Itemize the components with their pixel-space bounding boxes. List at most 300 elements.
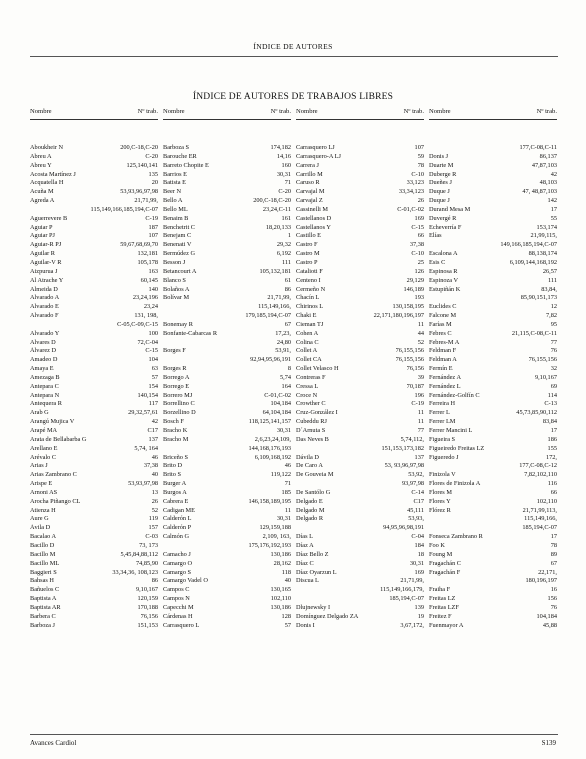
author-name: Arocha Piñango CL bbox=[30, 497, 81, 505]
index-entry bbox=[296, 294, 424, 303]
paper-numbers: 184 bbox=[414, 541, 424, 549]
paper-numbers: 129,159,188 bbox=[259, 524, 291, 532]
author-name: Flórez R bbox=[429, 506, 451, 514]
author-name: Cressa L bbox=[296, 382, 319, 390]
author-name: Atienza H bbox=[30, 506, 56, 514]
paper-numbers: C-15 bbox=[411, 223, 424, 231]
index-entry bbox=[30, 507, 158, 516]
author-name: Delgado R bbox=[296, 515, 324, 523]
paper-numbers: 163 bbox=[148, 267, 158, 275]
index-entry bbox=[163, 153, 291, 162]
author-name: Arab G bbox=[30, 409, 49, 417]
paper-numbers: 175,176,192,193 bbox=[248, 541, 291, 549]
column-header-rule bbox=[30, 119, 158, 120]
author-name: Crowther C bbox=[296, 400, 326, 408]
author-name: Fernández-Golfín C bbox=[429, 391, 480, 399]
paper-numbers: 170,188 bbox=[137, 603, 158, 611]
paper-numbers: 172, bbox=[545, 453, 557, 461]
index-entry bbox=[163, 392, 291, 401]
paper-numbers: 57 bbox=[284, 621, 291, 629]
index-entry bbox=[429, 604, 557, 613]
paper-numbers: 21,99,115, bbox=[530, 232, 557, 240]
index-entry bbox=[163, 330, 291, 339]
author-name: Bacillo M bbox=[30, 550, 56, 558]
paper-numbers: 21,71,99, bbox=[134, 197, 158, 205]
author-name: Freitas LZ bbox=[429, 595, 456, 603]
author-name: Cassinelli M bbox=[296, 205, 329, 213]
author-name: D´Arnuta S bbox=[296, 427, 326, 434]
author-name: Bracho M bbox=[163, 435, 189, 443]
paper-numbers: 86 bbox=[284, 285, 291, 293]
index-entry bbox=[30, 215, 158, 224]
index-entry bbox=[429, 577, 557, 586]
index-entry bbox=[30, 542, 158, 551]
paper-numbers: 57 bbox=[151, 373, 158, 381]
paper-numbers: 19 bbox=[417, 612, 424, 620]
index-entry bbox=[30, 374, 158, 383]
paper-numbers: 77 bbox=[550, 338, 557, 346]
index-entry bbox=[163, 622, 291, 631]
paper-numbers: 151,153,173,182 bbox=[381, 444, 424, 452]
index-entry bbox=[429, 250, 557, 259]
paper-numbers: 42 bbox=[151, 418, 158, 426]
author-name: Bolívar M bbox=[163, 294, 190, 302]
paper-numbers: 17 bbox=[550, 533, 557, 541]
index-entry bbox=[163, 551, 291, 560]
column-header bbox=[30, 108, 158, 118]
paper-numbers: 6,109,144,168,192 bbox=[509, 258, 557, 266]
author-name: Castillo E bbox=[296, 232, 322, 240]
author-name: De Santólo G bbox=[296, 488, 331, 496]
paper-numbers: 45,73,85,90,112 bbox=[516, 409, 557, 417]
author-name: Acquatella H bbox=[30, 179, 64, 187]
author-name: Esis C bbox=[429, 258, 446, 266]
page-number: S139 bbox=[541, 739, 556, 747]
paper-numbers: 13 bbox=[151, 488, 158, 496]
paper-numbers: 118 bbox=[281, 568, 291, 576]
author-name: Arellano E bbox=[30, 444, 58, 452]
index-entry bbox=[296, 569, 424, 578]
index-entry bbox=[30, 454, 158, 463]
paper-numbers: 153,174 bbox=[536, 223, 557, 231]
author-name: Castro P bbox=[296, 258, 318, 266]
index-entry bbox=[429, 153, 557, 162]
index-entry bbox=[296, 215, 424, 224]
author-name: Aizpurua J bbox=[30, 267, 58, 275]
author-name: Fermín E bbox=[429, 365, 453, 373]
index-entry bbox=[163, 250, 291, 259]
index-entry bbox=[429, 162, 557, 171]
author-name: Duberge R bbox=[429, 170, 457, 178]
paper-numbers: 44 bbox=[417, 329, 424, 337]
paper-numbers: 149,166,185,194,C-07 bbox=[500, 241, 557, 249]
author-name: Borzellino D bbox=[163, 409, 196, 417]
author-name: Cárdenas H bbox=[163, 612, 193, 620]
index-entry bbox=[429, 383, 557, 392]
author-name: Bacalao A bbox=[30, 533, 57, 541]
author-name: Febres C bbox=[429, 329, 452, 337]
index-entry bbox=[296, 462, 424, 471]
author-name: Dlujnewsky I bbox=[296, 603, 331, 611]
paper-numbers: 22,171,180,196,197 bbox=[373, 312, 424, 320]
paper-numbers: 30,31 bbox=[276, 427, 291, 434]
author-name: Al Atrache Y bbox=[30, 276, 64, 284]
author-name: Colina C bbox=[296, 338, 319, 346]
paper-numbers: C-20 bbox=[278, 188, 291, 196]
paper-numbers: 115,149,166, bbox=[258, 303, 291, 311]
index-entry bbox=[30, 595, 158, 604]
author-name: Cabrera E bbox=[163, 497, 189, 505]
index-entry bbox=[163, 436, 291, 445]
index-entry bbox=[163, 321, 291, 330]
paper-numbers: 118,125,141,157 bbox=[248, 418, 291, 426]
author-name: Calderón L bbox=[163, 515, 192, 523]
paper-numbers: 89 bbox=[550, 550, 557, 558]
paper-numbers: 140,154 bbox=[137, 391, 158, 399]
paper-numbers: 180,196,197 bbox=[525, 577, 557, 585]
index-entry bbox=[163, 560, 291, 569]
index-entry bbox=[163, 383, 291, 392]
paper-numbers: 52 bbox=[417, 338, 424, 346]
paper-numbers: 126 bbox=[414, 267, 424, 275]
column-header bbox=[296, 108, 424, 118]
index-entry bbox=[30, 462, 158, 471]
paper-numbers: 23,24,C-11 bbox=[262, 205, 291, 213]
paper-numbers: 177,C-08,C-12 bbox=[519, 462, 557, 470]
paper-numbers: C-20 bbox=[145, 152, 158, 160]
index-entry bbox=[296, 171, 424, 180]
index-entry bbox=[429, 224, 557, 233]
paper-numbers: 55 bbox=[550, 214, 557, 222]
index-entry bbox=[30, 197, 158, 206]
author-name: Besson J bbox=[163, 258, 186, 266]
paper-numbers: 2,109, 163, bbox=[262, 533, 291, 541]
index-entry bbox=[429, 241, 557, 250]
index-entry bbox=[163, 524, 291, 533]
author-name: Carvajal Z bbox=[296, 197, 323, 205]
paper-numbers: 67 bbox=[550, 559, 557, 567]
index-entry bbox=[163, 171, 291, 180]
index-entry bbox=[163, 507, 291, 516]
paper-numbers: C-10 bbox=[411, 170, 424, 178]
index-entry bbox=[30, 206, 158, 215]
author-name: Bahsas H bbox=[30, 577, 54, 585]
author-name: Camargo O bbox=[163, 559, 193, 567]
index-entry bbox=[429, 215, 557, 224]
paper-numbers: 11 bbox=[284, 506, 291, 514]
author-name: Beer N bbox=[163, 188, 182, 196]
author-name: Ferrer L bbox=[429, 409, 450, 417]
paper-numbers: 130,158,195 bbox=[392, 303, 424, 311]
index-column-4 bbox=[429, 108, 557, 630]
index-entry bbox=[296, 560, 424, 569]
author-name: Barrios E bbox=[163, 170, 187, 178]
author-name: Alvarado Y bbox=[30, 329, 60, 337]
author-name: Escalona A bbox=[429, 250, 458, 258]
author-name: Días L bbox=[296, 533, 313, 541]
paper-numbers: C-01,C-02 bbox=[397, 205, 424, 213]
index-entry bbox=[296, 224, 424, 233]
paper-numbers: 88,138,174 bbox=[528, 250, 557, 258]
paper-numbers: 53,91, bbox=[275, 347, 291, 355]
paper-numbers: 29,129 bbox=[406, 276, 424, 284]
author-name: Durand Mesa M bbox=[429, 205, 471, 213]
author-name: Cubeddu RJ bbox=[296, 418, 327, 426]
index-entry bbox=[296, 206, 424, 215]
author-name: Álvarez D bbox=[30, 347, 57, 355]
paper-numbers: C17 bbox=[413, 497, 424, 505]
paper-numbers: 128 bbox=[281, 612, 291, 620]
paper-numbers: 32 bbox=[550, 365, 557, 373]
index-entry bbox=[429, 515, 557, 524]
paper-numbers: 177,C-08,C-11 bbox=[519, 144, 557, 151]
author-name: Borrego A bbox=[163, 373, 190, 381]
paper-numbers: 155 bbox=[547, 444, 557, 452]
author-name: Feldman F bbox=[429, 347, 457, 355]
paper-numbers: 8 bbox=[287, 365, 291, 373]
paper-numbers: C-01,C-02 bbox=[264, 391, 291, 399]
index-entry bbox=[163, 286, 291, 295]
author-name: Castro M bbox=[296, 250, 320, 258]
index-entry bbox=[296, 551, 424, 560]
paper-numbers: 137 bbox=[148, 435, 158, 443]
paper-numbers: 22,171, bbox=[538, 568, 557, 576]
author-name: Carvajal M bbox=[296, 188, 325, 196]
paper-numbers: 21,115,C-08,C-11 bbox=[511, 329, 557, 337]
index-entry bbox=[163, 480, 291, 489]
author-name: Cermeño N bbox=[296, 285, 326, 293]
author-name: Ferrer Mancini L bbox=[429, 427, 473, 434]
author-name: Carrasquero LJ bbox=[296, 144, 335, 151]
paper-numbers: 107 bbox=[414, 144, 424, 151]
index-entry bbox=[30, 153, 158, 162]
author-name: Alvarado F bbox=[30, 312, 59, 320]
index-entry bbox=[30, 604, 158, 613]
author-name: Benaim B bbox=[163, 214, 189, 222]
paper-numbers: 1 bbox=[287, 232, 291, 240]
paper-numbers: C-10 bbox=[411, 250, 424, 258]
index-entry bbox=[296, 454, 424, 463]
author-name: Fernández A bbox=[429, 373, 461, 381]
index-entry bbox=[429, 498, 557, 507]
paper-numbers: 18,20,133 bbox=[265, 223, 291, 231]
index-entry bbox=[296, 498, 424, 507]
author-name: Arata de Bellabarba G bbox=[30, 435, 87, 443]
paper-numbers: 200,C-18,C-20 bbox=[253, 197, 291, 205]
index-entry bbox=[163, 586, 291, 595]
index-entry bbox=[30, 577, 158, 586]
author-name: Espinosa R bbox=[429, 267, 458, 275]
author-name: Arias Zambrano C bbox=[30, 471, 77, 479]
author-name: Arapé MA bbox=[30, 427, 58, 434]
index-entry bbox=[163, 303, 291, 312]
author-name: Burgos A bbox=[163, 488, 187, 496]
author-name: Cohen A bbox=[296, 329, 319, 337]
author-name: Bolaños A bbox=[163, 285, 190, 293]
paper-numbers: C-05,C-09,C-15 bbox=[117, 320, 158, 328]
column-header-name: Nombre bbox=[30, 108, 52, 115]
paper-numbers: 26 bbox=[417, 197, 424, 205]
paper-numbers: 70,187 bbox=[406, 382, 424, 390]
paper-numbers: C17 bbox=[147, 427, 158, 434]
author-name: Donis J bbox=[429, 152, 449, 160]
paper-numbers: C-19 bbox=[145, 214, 158, 222]
paper-numbers: 33,123 bbox=[406, 179, 424, 187]
index-entry bbox=[296, 339, 424, 348]
index-entry bbox=[429, 356, 557, 365]
author-name: Centeno I bbox=[296, 276, 321, 284]
index-entry bbox=[163, 471, 291, 480]
author-name: Estupiñán K bbox=[429, 285, 461, 293]
index-entry bbox=[296, 400, 424, 409]
index-entry bbox=[163, 215, 291, 224]
paper-numbers: 6,192 bbox=[276, 250, 291, 258]
author-name: Campos C bbox=[163, 586, 190, 594]
paper-numbers: 46 bbox=[284, 462, 291, 470]
index-entry bbox=[30, 347, 158, 356]
index-entry bbox=[30, 586, 158, 595]
paper-numbers: 30,31 bbox=[276, 170, 291, 178]
index-entry bbox=[296, 277, 424, 286]
author-name: Catalioti F bbox=[296, 267, 323, 275]
paper-numbers: C-15 bbox=[145, 347, 158, 355]
author-name: Flores de Finizola A bbox=[429, 480, 481, 488]
column-header-name: Nombre bbox=[163, 108, 185, 115]
index-entry bbox=[429, 480, 557, 489]
index-entry bbox=[30, 224, 158, 233]
author-name: Chirinos L bbox=[296, 303, 324, 311]
index-entry bbox=[296, 471, 424, 480]
index-entry bbox=[163, 179, 291, 188]
author-name: Chaki E bbox=[296, 312, 317, 320]
index-entry bbox=[30, 400, 158, 409]
index-entry bbox=[163, 542, 291, 551]
index-entry bbox=[163, 224, 291, 233]
author-name: Benchetrit C bbox=[163, 223, 196, 231]
paper-numbers: 11 bbox=[417, 320, 424, 328]
author-name: Amadeo D bbox=[30, 356, 58, 364]
index-entry bbox=[296, 542, 424, 551]
author-name: Dueñes J bbox=[429, 179, 452, 187]
author-name: Brito D bbox=[163, 462, 183, 470]
index-entry bbox=[30, 188, 158, 197]
index-entry bbox=[296, 445, 424, 454]
paper-numbers: 21,71,99, bbox=[267, 294, 291, 302]
author-name: Bacillo D bbox=[30, 541, 55, 549]
index-entry bbox=[296, 330, 424, 339]
author-name: Aguiar-R PJ bbox=[30, 241, 62, 249]
index-entry bbox=[30, 259, 158, 268]
paper-numbers: 131, 198, bbox=[134, 312, 158, 320]
index-entry bbox=[296, 489, 424, 498]
author-name: Benejam C bbox=[163, 232, 192, 240]
author-name: Barouche ER bbox=[163, 152, 197, 160]
journal-name: Avances Cardiol bbox=[30, 739, 77, 747]
paper-numbers: 130,186 bbox=[270, 550, 291, 558]
author-name: Fernández L bbox=[429, 382, 461, 390]
paper-numbers: 102,110 bbox=[270, 595, 291, 603]
index-entry bbox=[163, 400, 291, 409]
index-entry bbox=[163, 268, 291, 277]
author-name: Capecchi M bbox=[163, 603, 194, 611]
author-name: Arispe E bbox=[30, 480, 53, 488]
author-name: Camacho J bbox=[163, 550, 191, 558]
paper-numbers: 144,168,176,193 bbox=[248, 444, 291, 452]
paper-numbers: 117 bbox=[148, 400, 158, 408]
index-column-1 bbox=[30, 108, 158, 630]
author-name: Freitez F bbox=[429, 612, 452, 620]
index-entry bbox=[429, 595, 557, 604]
author-name: Borrellino C bbox=[163, 400, 195, 408]
index-entry bbox=[30, 294, 158, 303]
paper-numbers: 132,181 bbox=[137, 250, 158, 258]
author-name: Díaz A bbox=[296, 541, 314, 549]
paper-numbers: 186 bbox=[547, 435, 557, 443]
author-name: Collet A bbox=[296, 347, 318, 355]
paper-numbers: 30,31 bbox=[409, 559, 424, 567]
index-entry bbox=[429, 409, 557, 418]
index-entry bbox=[429, 551, 557, 560]
paper-numbers: 59 bbox=[417, 152, 424, 160]
paper-numbers: 53, 93,96,97,98 bbox=[384, 462, 424, 470]
author-name: Aguiar PJ bbox=[30, 232, 56, 240]
paper-numbers: 95 bbox=[550, 320, 557, 328]
footer-rule bbox=[30, 734, 558, 735]
author-name: Batista E bbox=[163, 179, 186, 187]
index-entry bbox=[429, 427, 557, 436]
column-header bbox=[429, 108, 557, 118]
running-header: ÍNDICE DE AUTORES bbox=[253, 42, 333, 51]
paper-numbers: 200,C-18,C-20 bbox=[120, 144, 158, 151]
index-entry bbox=[163, 569, 291, 578]
paper-numbers: 146,158,189,195 bbox=[248, 497, 291, 505]
author-name: Delgado E bbox=[296, 497, 323, 505]
paper-numbers: 125,140,141 bbox=[126, 161, 158, 169]
author-name: Flores Y bbox=[429, 497, 451, 505]
index-entry bbox=[429, 374, 557, 383]
index-entry bbox=[429, 232, 557, 241]
author-name: Flores M bbox=[429, 488, 452, 496]
index-entry bbox=[30, 365, 158, 374]
paper-numbers: 12 bbox=[550, 303, 557, 311]
index-entry bbox=[429, 171, 557, 180]
paper-numbers: 196 bbox=[414, 391, 424, 399]
index-entry bbox=[30, 471, 158, 480]
index-entry bbox=[30, 356, 158, 365]
index-entry bbox=[429, 339, 557, 348]
index-entry bbox=[30, 480, 158, 489]
paper-numbers: 3,67,172, bbox=[400, 621, 424, 629]
paper-numbers: 5,45,84,88,112 bbox=[120, 550, 158, 558]
author-name: Borrego E bbox=[163, 382, 190, 390]
paper-numbers: 111 bbox=[548, 276, 557, 284]
author-name: Antepara N bbox=[30, 391, 60, 399]
author-name: Fragachán F bbox=[429, 568, 461, 576]
index-entry bbox=[429, 330, 557, 339]
paper-numbers: 105,178 bbox=[137, 258, 158, 266]
author-name: De Gouveia M bbox=[296, 471, 334, 479]
author-name: Borges F bbox=[163, 347, 186, 355]
column-header-rule bbox=[296, 119, 424, 120]
author-name: Aguilar-V R bbox=[30, 258, 62, 266]
author-name: Duque J bbox=[429, 197, 450, 205]
index-entry bbox=[429, 471, 557, 480]
author-name: Calderón P bbox=[163, 524, 192, 532]
paper-numbers: 146,189 bbox=[403, 285, 424, 293]
paper-numbers: 42 bbox=[550, 170, 557, 178]
paper-numbers: 40 bbox=[284, 577, 291, 585]
paper-numbers: 72,C-04 bbox=[137, 338, 158, 346]
